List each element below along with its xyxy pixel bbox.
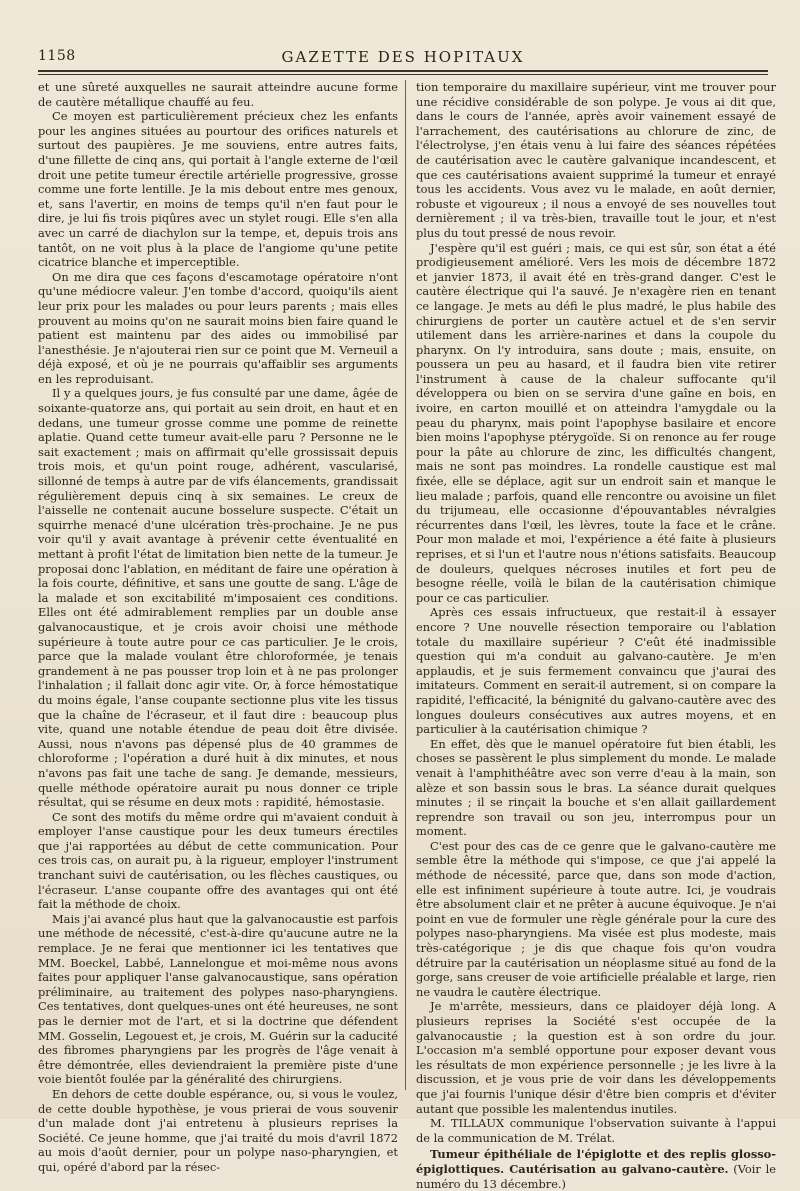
paragraph: Il y a quelques jours, je fus consulté par une dame, âgée de soixante-quatorze ans, qui portait au sein droit, en haut et en dedans, une tumeur grosse comme une pomme de reinette aplatie. Quand cette tumeur avait-elle paru ? Personne ne le sait exactement ; mais on affirmait qu'elle grossissait depuis trois mois, et qu'un point rouge, adhérent, vascularisé, sillonné de temps à autre par de vifs élancements, grandissait régulièrement depuis cinq à six semaines. Le creux de l'aisselle ne contenait aucune bosselure suspecte. C'était un squirrhe menacé d'une ulcération très-prochaine. Je ne pus voir qu'il y avait avantage à prévenir cette éventualité en mettant à profit l'état de limitation bien nette de la tumeur. Je proposai donc l'ablation, en méditant de faire une opération à la fois courte, définitive, et sans une goutte de sang. L'âge de la malade et son excitabilité m'imposaient ces conditions. Elles ont été admirablement remplies par un double anse galvanocaustique, et je crois avoir choisi une méthode supérieure à toute autre pour ce cas particulier. Je le crois, parce que la malade voulant être chloroformée, je tenais grandement à ne pas pousser trop loin et à ne pas prolonger l'inhalation ; il fallait donc agir vite. Or, à force hémostatique du moins égale, l'anse coupante sectionne plus vite les tissus que la chaîne de l'écraseur, et il faut dire : beaucoup plus vite, quand une notable étendue de peau doit être divisée. Aussi, nous n'avons pas dépensé plus de 40 grammes de chloroforme ; l'opération a duré huit à dix minutes, et nous n'avons pas fait une tache de sang. Je demande, messieurs, quelle méthode opératoire aurait pu nous donner ce triple résultat, qui se résume en deux mots : rapidité, hémostasie.: [38, 386, 398, 810]
subhead-title: Tumeur épithéliale de l'épiglotte et des replis glosso-épiglottiques. Cautérisation au galvano-cautère.: [416, 1147, 776, 1176]
paragraph: Après ces essais infructueux, que restait-il à essayer encore ? Une nouvelle résection temporaire ou l'ablation totale du maxillaire supérieur ? C'eût été inadmissible question qui m'a conduit au galvano-cautère. Je m'en applaudis, et je suis fermement convaincu que j'aurai des imitateurs. Comment en serait-il autrement, si on compare la rapidité, l'efficacité, la bénignité du galvano-cautère avec des longues douleurs consécutives aux autres moyens, et en particulier à la cautérisation chimique ?: [416, 605, 776, 737]
paragraph: Ce moyen est particulièrement précieux chez les enfants pour les angines situées au pourtour des orifices naturels et surtout des paupières. Je me souviens, entre autres faits, d'une fillette de cinq ans, qui portait à l'angle externe de l'œil droit une petite tumeur érectile artérielle progressive, grosse comme une forte lentille. Je la mis debout entre mes genoux, et, sans l'avertir, en moins de temps qu'il n'en faut pour le dire, je lui fis trois piqûres avec un stylet rougi. Elle s'en alla avec un carré de diachylon sur la tempe, et, depuis trois ans tantôt, on ne voit plus à la place de l'angiome qu'une petite cicatrice blanche et imperceptible.: [38, 109, 398, 270]
paragraph: Ce sont des motifs du même ordre qui m'avaient conduit à employer l'anse caustique pour les deux tumeurs érectiles que j'ai rapportées au début de cette communication. Pour ces trois cas, on aurait pu, à la rigueur, employer l'instrument tranchant suivi de cautérisation, ou les flèches caustiques, ou l'écraseur. L'anse coupante offre des avantages qui ont été fait la méthode de choix.: [38, 809, 398, 912]
right-column: [416, 80, 777, 1191]
left-column: [38, 80, 398, 1174]
paragraph: Je m'arrête, messieurs, dans ce plaidoyer déjà long. A plusieurs reprises la Société s'est occupée de la galvanocaustie ; la question est à son ordre du jour. L'occasion m'a semblé opportune pour exposer devant vous les résultats de mon expérience personnelle ; je les livre à la discussion, et je vous prie de voir dans les développements que j'ai fournis l'unique désir d'être bien compris et d'éviter autant que possible les malentendus inutiles.: [416, 999, 776, 1116]
paragraph: En effet, dès que le manuel opératoire fut bien établi, les choses se passèrent le plus simplement du monde. Le malade venait à l'amphithéâtre avec son verre d'eau à la main, son alèze et son bassin sous le bras. La séance durait quelques minutes ; il se rinçait la bouche et s'en allait gaillardement reprendre son travail ou son jeu, interrompus pour un moment.: [416, 736, 776, 839]
header-rule: [38, 70, 768, 72]
page-header: [38, 48, 768, 68]
closing-paragraph: M. TILLAUX communique l'observation suivante à l'appui de la communication de M. Trélat.: [416, 1116, 776, 1145]
page-number: 1158: [38, 48, 76, 64]
paragraph: Mais j'ai avancé plus haut que la galvanocaustie est parfois une méthode de nécessité, c'est-à-dire qu'aucune autre ne la remplace. Je ne ferai que mentionner ici les tentatives que MM. Boeckel, Labbé, Lannelongue et moi-même nous avons faites pour appliquer l'anse galvanocaustique, sans opération préliminaire, au traitement des polypes naso-pharyngiens. Ces tentatives, dont quelques-unes ont été heureuses, ne sont pas le dernier mot de l'art, et si la doctrine que défendent MM. Gosselin, Legouest et, je crois, M. Guérin sur la caducité des fibromes pharyngiens par les progrès de l'âge venait à être démontrée, elles deviendraient la première piste d'une voie bientôt foulée par la généralité des chirurgiens.: [38, 911, 398, 1087]
header-rule-thin: [38, 74, 768, 75]
paragraph: C'est pour des cas de ce genre que le galvano-cautère me semble être la méthode qui s'impose, ce que j'ai appelé la méthode de nécessité, parce que, dans son mode d'action, elle est infiniment supérieure à toute autre. Ici, je voudrais être absolument clair et ne prêter à aucune équivoque. Je n'ai point en vue de formuler une règle générale pour la cure des polypes naso-pharyngiens. Ma visée est plus modeste, mais très-catégorique ; je dis que chaque fois qu'on voudra détruire par la cautérisation un néoplasme situé au fond de la gorge, sans creuser de voie artificielle préalable et large, rien ne vaudra le cautère électrique.: [416, 838, 776, 999]
paragraph: tion temporaire du maxillaire supérieur, vint me trouver pour une récidive considérable de son polype. Je vous ai dit que, dans le cours de l'année, après avoir vainement essayé de l'arrachement, des cautérisations au chlorure de zinc, de l'électrolyse, j'en étais venu à lui faire des séances répétées de cautérisation avec le cautère galvanique incandescent, et que ces cautérisations avaient supprimé la tumeur et enrayé tous les accidents. Vous avez vu le malade, en août dernier, robuste et vigoureux ; il nous a envoyé de ses nouvelles tout dernièrement ; il va très-bien, travaille tout le jour, et n'est plus du tout pressé de nous revoir.: [416, 80, 776, 240]
paragraph: J'espère qu'il est guéri ; mais, ce qui est sûr, son état a été prodigieusement amélioré. Vers les mois de décembre 1872 et janvier 1873, il avait été en très-grand danger. C'est le cautère électrique qui l'a sauvé. Je n'exagère rien en tenant ce langage. Je mets au défi le plus madré, le plus habile des chirurgiens de porter un cautère actuel et de s'en servir utilement dans les arrière-narines et dans la coupole du pharynx. On l'y introduira, sans doute ; mais, ensuite, on poussera un peu au hasard, et il faudra bien vite retirer l'instrument à cause de la chaleur suffocante qu'il développera ou bien on se servira d'une gaîne en bois, en ivoire, en carton mouillé et on atteindra l'amygdale ou la peau du pharynx, mais point l'apophyse basilaire et encore bien moins l'apophyse ptérygoïde. Si on renonce au fer rouge pour la pâte au chlorure de zinc, les difficultés changent, mais ne sont pas moindres. La rondelle caustique est mal fixée, elle se déplace, agit sur un endroit sain et manque le lieu malade ; parfois, quand elle rencontre ou avoisine un filet du trijumeau, elle occasionne d'épouvantables névralgies récurrentes dans l'œil, les lèvres, toute la face et le crâne. Pour mon malade et moi, l'expérience a été faite à plusieurs reprises, et si l'un et l'autre nous n'étions satisfaits. Beaucoup de douleurs, quelques nécroses inutiles et fort peu de besogne réelle, voilà le bilan de la cautérisation chimique pour ce cas particulier.: [416, 240, 776, 605]
column-divider: [405, 80, 406, 1090]
paragraph: On me dira que ces façons d'escamotage opératoire n'ont qu'une médiocre valeur. J'en tombe d'accord, quoiqu'ils aient leur prix pour les malades ou pour leurs parents ; mais elles prouvent au moins qu'on ne saurait moins bien faire quand le patient est maintenu par des aides ou immobilisé par l'anesthésie. Je n'ajouterai rien sur ce point que M. Verneuil a déjà exposé, et où je ne pourrais qu'affaiblir ses arguments en les reproduisant.: [38, 269, 398, 386]
article-subhead: [416, 1147, 776, 1191]
paragraph: et une sûreté auxquelles ne saurait atteindre aucune forme de cautère métallique chauffé au feu.: [38, 80, 398, 109]
subhead-note: (Voir le numéro du 13 décembre.): [416, 1161, 777, 1191]
journal-title: GAZETTE DES HOPITAUX: [281, 48, 525, 66]
paragraph: En dehors de cette double espérance, ou, si vous le voulez, de cette double hypothèse, je vous prierai de vous souvenir d'un malade dont j'ai entretenu à plusieurs reprises la Société. Ce jeune homme, que j'ai traité du mois d'avril 1872 au mois d'août dernier, pour un polype naso-pharyngien, et qui, opéré d'abord par la résec-: [38, 1086, 398, 1174]
